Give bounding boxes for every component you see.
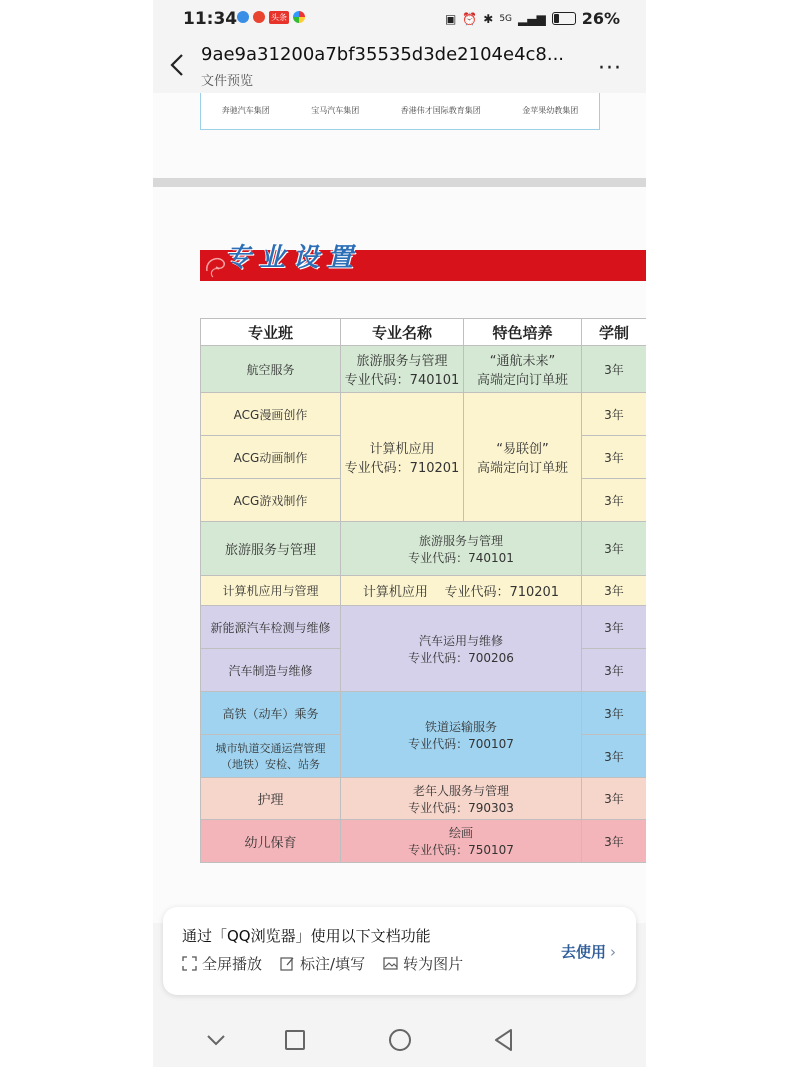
battery-icon [552, 12, 576, 25]
majors-table [200, 318, 646, 863]
square-icon [282, 1027, 308, 1053]
class-name-line2: （地铁）安检、站务 [221, 758, 320, 771]
major-code: 专业代码：700107 [408, 736, 514, 751]
fullscreen-icon [182, 956, 197, 971]
table-header-row [201, 319, 647, 346]
recents-button[interactable] [282, 1027, 308, 1053]
browser-icon [293, 11, 305, 23]
major-name-cell [341, 606, 582, 692]
page-separator [153, 178, 646, 187]
class-cell: ACG游戏制作 [201, 479, 341, 522]
class-cell: 航空服务 [201, 346, 341, 393]
status-time: 11:34 [183, 9, 238, 29]
circle-icon [387, 1027, 413, 1053]
back-button[interactable] [167, 52, 189, 78]
major-name: 铁道运输服务 [424, 719, 497, 734]
table-row [201, 346, 647, 393]
battery-percent: 26% [581, 9, 620, 28]
feature-label: 转为图片 [403, 955, 464, 973]
major-code: 专业代码：740101 [344, 373, 460, 388]
use-now-label: 去使用 [560, 943, 606, 961]
title-bar [153, 38, 646, 93]
alarm-icon: ⏰ [462, 11, 478, 26]
duration-cell: 3年 [582, 346, 647, 393]
class-cell: 幼儿保育 [201, 820, 341, 863]
duration-cell: 3年 [582, 606, 647, 649]
image-icon [383, 956, 398, 971]
partner-strip [200, 93, 600, 130]
fullscreen-feature[interactable] [182, 953, 262, 974]
class-cell: 汽车制造与维修 [201, 649, 341, 692]
major-name: 绘画 [448, 826, 473, 840]
class-cell: ACG漫画创作 [201, 393, 341, 436]
status-right [445, 9, 620, 28]
class-cell: 高铁（动车）乘务 [201, 692, 341, 735]
feature-desc: 高端定向订单班 [476, 373, 568, 388]
feature-list [182, 953, 463, 974]
feature-name: “易联创” [496, 442, 549, 457]
table-row [201, 393, 647, 436]
major-code: 专业代码：790303 [408, 800, 514, 815]
home-button[interactable] [387, 1027, 413, 1053]
partner-name: 奔驰汽车集团 [221, 106, 270, 115]
duration-cell: 3年 [582, 436, 647, 479]
duration-cell: 3年 [582, 820, 647, 863]
phone-screen [153, 0, 646, 1067]
collapse-button[interactable] [203, 1027, 229, 1053]
partner-name: 宝马汽车集团 [311, 106, 360, 115]
class-cell: 计算机应用与管理 [201, 576, 341, 606]
duration-cell: 3年 [582, 522, 647, 576]
chevron-right-icon: › [610, 942, 616, 961]
document-viewer[interactable] [153, 93, 646, 923]
table-row [201, 576, 647, 606]
more-options-icon[interactable]: ··· [598, 56, 622, 81]
bluetooth-icon: ✱ [483, 11, 494, 26]
chevron-down-icon [203, 1027, 229, 1053]
duration-cell: 3年 [582, 479, 647, 522]
system-nav-bar [153, 1013, 646, 1067]
feature-label: 全屏播放 [202, 955, 263, 973]
to-image-feature[interactable] [383, 953, 463, 974]
back-nav-button[interactable] [491, 1027, 517, 1053]
edit-icon [280, 956, 295, 971]
app-notification-icon [237, 11, 249, 23]
feature-cell [464, 346, 582, 393]
notification-icons [237, 11, 305, 24]
major-name: 计算机应用 [369, 442, 435, 457]
prompt-title: 通过「QQ浏览器」使用以下文档功能 [182, 927, 431, 945]
use-now-button[interactable] [561, 941, 616, 962]
major-name: 旅游服务与管理 [356, 354, 448, 369]
major-code: 专业代码：740101 [408, 550, 514, 565]
document-page [153, 187, 646, 923]
column-header: 特色培养 [464, 319, 582, 346]
signal-icon: ▂▄▆ [518, 11, 546, 26]
major-code: 专业代码：700206 [408, 650, 514, 665]
nfc-icon: ▣ [444, 11, 457, 26]
column-header: 专业名称 [341, 319, 464, 346]
major-name-cell [341, 393, 464, 522]
column-header: 学制 [582, 319, 647, 346]
major-name-cell [341, 778, 582, 820]
table-row [201, 820, 647, 863]
toutiao-badge: 头条 [271, 13, 287, 22]
class-cell: 护理 [201, 778, 341, 820]
class-name: 城市轨道交通运营管理 [215, 742, 326, 755]
table-row [201, 522, 647, 576]
table-row [201, 606, 647, 649]
duration-cell: 3年 [582, 692, 647, 735]
feature-cell [464, 393, 582, 522]
weibo-icon [253, 11, 265, 23]
column-header: 专业班 [201, 319, 341, 346]
qq-browser-prompt [163, 907, 636, 995]
class-cell: 新能源汽车检测与维修 [201, 606, 341, 649]
major-name-cell [341, 820, 582, 863]
feature-name: “通航未来” [489, 354, 556, 369]
table-row [201, 778, 647, 820]
major-name: 旅游服务与管理 [418, 533, 503, 548]
triangle-back-icon [491, 1027, 517, 1053]
duration-cell: 3年 [582, 778, 647, 820]
feature-desc: 高端定向订单班 [476, 461, 568, 476]
major-name-cell [341, 692, 582, 778]
status-bar [153, 0, 646, 38]
major-name-cell [341, 522, 582, 576]
duration-cell: 3年 [582, 649, 647, 692]
table-row [201, 692, 647, 735]
network-label: 5G [499, 13, 513, 24]
section-title: 专业设置 [225, 243, 362, 273]
annotate-feature[interactable] [280, 953, 365, 974]
partner-name: 金苹果幼教集团 [522, 106, 579, 115]
duration-cell: 3年 [582, 735, 647, 778]
class-cell: 旅游服务与管理 [201, 522, 341, 576]
feature-label: 标注/填写 [300, 955, 366, 973]
chevron-left-icon [167, 52, 189, 78]
class-cell: ACG动画制作 [201, 436, 341, 479]
major-name-cell: 计算机应用 专业代码：710201 [341, 576, 582, 606]
major-code: 专业代码：710201 [344, 461, 460, 476]
class-cell [201, 735, 341, 778]
partner-name: 香港伟才国际教育集团 [400, 106, 481, 115]
major-code: 专业代码：750107 [408, 843, 514, 857]
major-name: 汽车运用与维修 [418, 633, 503, 648]
file-preview-label: 文件预览 [201, 74, 254, 89]
major-name: 老年人服务与管理 [412, 783, 509, 798]
major-name-cell [341, 346, 464, 393]
duration-cell: 3年 [582, 393, 647, 436]
file-name: 9ae9a31200a7bf35535d3de2104e4c8... [201, 44, 565, 65]
duration-cell: 3年 [582, 576, 647, 606]
